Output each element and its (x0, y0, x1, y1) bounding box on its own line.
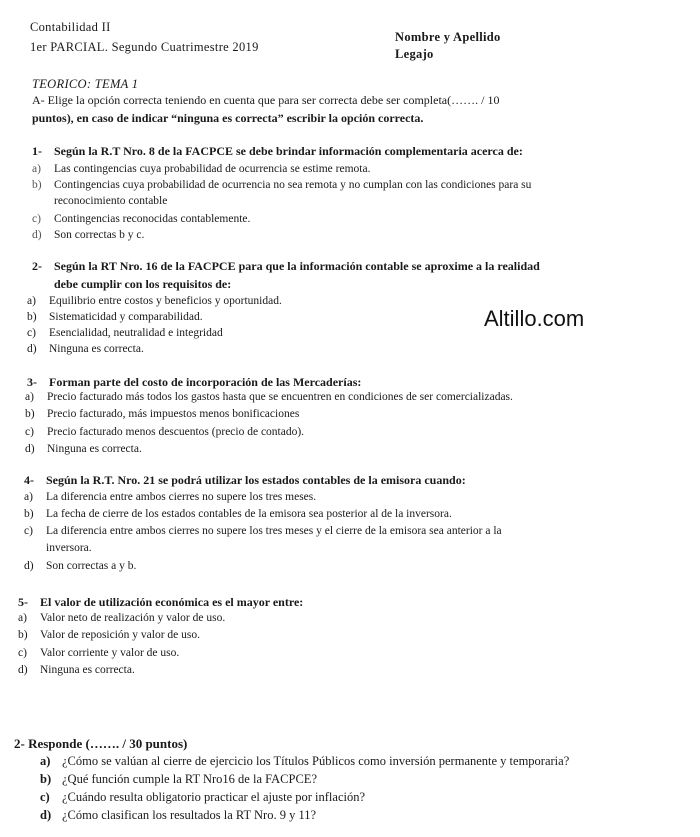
option-3c: c) Precio facturado menos descuentos (precio de contado). (25, 426, 305, 438)
exam-title: 1er PARCIAL. Segundo Cuatrimestre 2019 (30, 40, 259, 54)
subject-title: Contabilidad II (30, 20, 111, 34)
name-label: Nombre y Apellido (395, 30, 501, 44)
option-1b: b) Contingencias cuya probabilidad de ocurrencia no sea remota y no cumplan con las condiciones para su (32, 179, 532, 191)
watermark-text: Altillo.com (484, 306, 585, 331)
option-2d: d) Ninguna es correcta. (27, 343, 144, 355)
option-4a: a) La diferencia entre ambos cierres no supere los tres meses. (24, 491, 317, 503)
option-4c-cont: inversora. (46, 542, 92, 554)
option-5a: a) Valor neto de realización y valor de uso. (18, 612, 226, 624)
section-2-question-c: c) ¿Cuándo resulta obligatorio practicar el ajuste por inflación? (40, 790, 366, 804)
question-4-stem: 4- Según la R.T. Nro. 21 se podrá utilizar los estados contables de la emisora cuando: (24, 473, 466, 487)
option-1b-cont: reconocimiento contable (54, 195, 168, 207)
option-5d: d) Ninguna es correcta. (18, 664, 135, 676)
section-2-question-b: b) ¿Qué función cumple la RT Nro16 de la FACPCE? (40, 772, 317, 786)
section-2-question-a: a) ¿Cómo se valúan al cierre de ejercicio los Títulos Públicos como inversión permanente y temporaria? (40, 754, 570, 768)
option-1c: c) Contingencias reconocidas contablemente. (32, 213, 251, 225)
option-3b: b) Precio facturado, más impuestos menos bonificaciones (25, 408, 300, 420)
option-3d: d) Ninguna es correcta. (25, 443, 142, 455)
option-4d: d) Son correctas a y b. (24, 560, 137, 572)
option-4c: c) La diferencia entre ambos cierres no supere los tres meses y el cierre de la emisora sea anterior a la (24, 525, 502, 537)
section-a-instructions-line1: A- Elige la opción correcta teniendo en cuenta que para ser correcta debe ser completa(……. / 10 (32, 93, 500, 107)
question-text: Según la R.T Nro. 8 de la FACPCE se debe brindar información complementaria acerca de: (54, 144, 523, 158)
option-1d: d) Son correctas b y c. (32, 229, 145, 241)
option-3a: a) Precio facturado más todos los gastos hasta que se encuentren en condiciones de ser comercializadas. (25, 391, 513, 403)
section-a-title: TEORICO: TEMA 1 (32, 77, 139, 91)
section-2-title: 2- Responde (……. / 30 puntos) (14, 736, 188, 751)
option-2b: b) Sistematicidad y comparabilidad. (27, 311, 203, 323)
option-2c: c) Esencialidad, neutralidad e integridad (27, 327, 223, 339)
question-2-stem-cont: debe cumplir con los requisitos de: (54, 277, 232, 291)
option-2a: a) Equilibrio entre costos y beneficios y oportunidad. (27, 295, 282, 307)
question-2-stem: 2- Según la RT Nro. 16 de la FACPCE para que la información contable se aproxime a la realidad (32, 259, 540, 273)
section-a-instructions-line2: puntos), en caso de indicar “ninguna es correcta” escribir la opción correcta. (32, 111, 424, 125)
question-3-stem: 3- Forman parte del costo de incorporación de las Mercaderías: (27, 375, 362, 389)
question-number: 1- (32, 144, 42, 158)
option-5b: b) Valor de reposición y valor de uso. (18, 629, 201, 641)
section-2-question-d: d) ¿Cómo clasifican los resultados la RT Nro. 9 y 11? (40, 808, 317, 822)
legajo-label: Legajo (395, 47, 434, 61)
option-1a: a) Las contingencias cuya probabilidad de ocurrencia se estime remota. (32, 163, 371, 175)
option-5c: c) Valor corriente y valor de uso. (18, 647, 180, 659)
question-1-stem (32, 144, 523, 159)
question-5-stem: 5- El valor de utilización económica es el mayor entre: (18, 595, 304, 609)
option-4b: b) La fecha de cierre de los estados contables de la emisora sea posterior al de la inversora. (24, 508, 452, 520)
